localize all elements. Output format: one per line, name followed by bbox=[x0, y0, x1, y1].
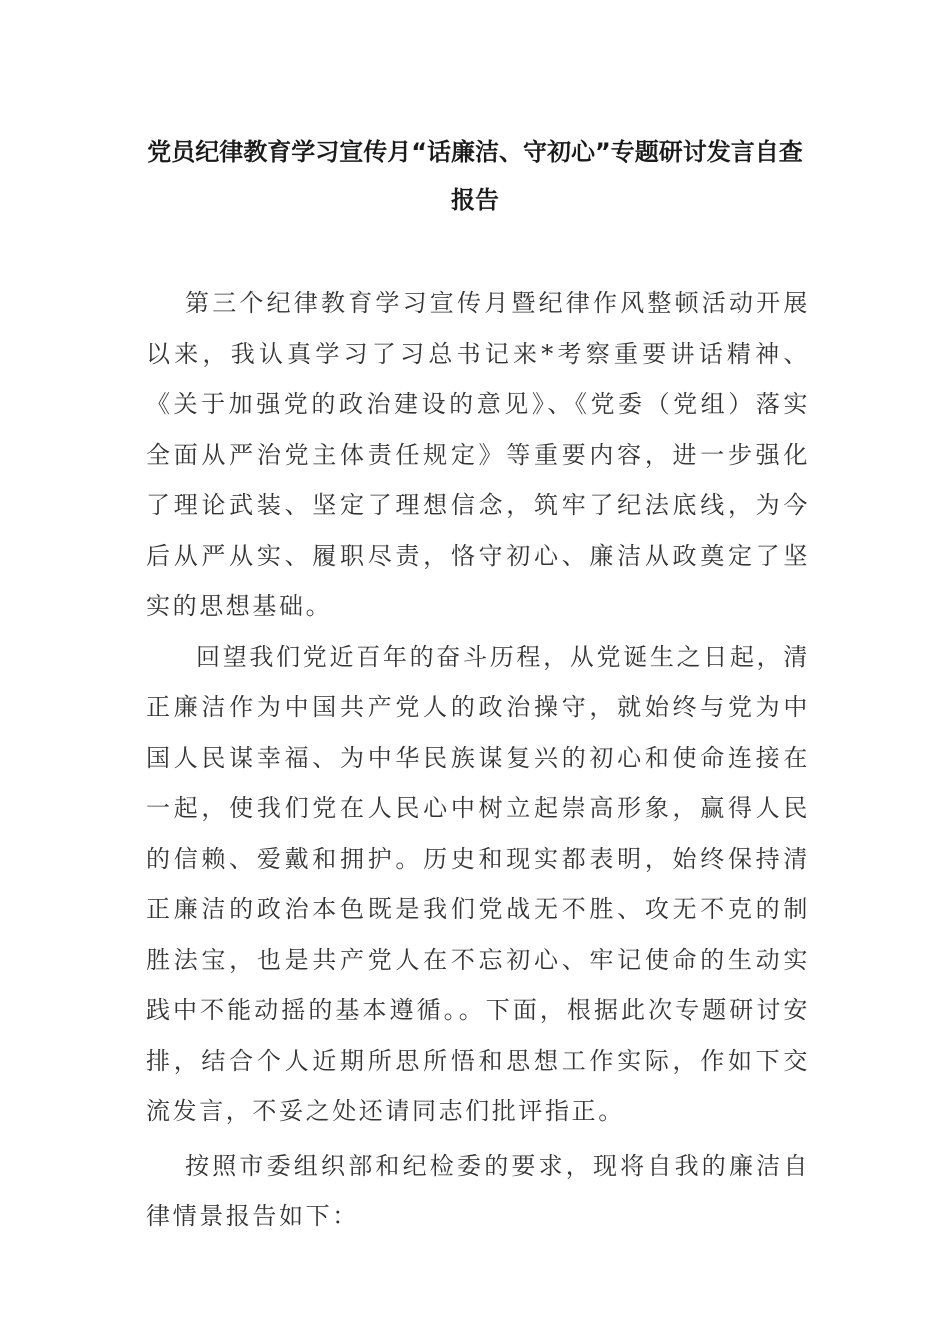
paragraph-report-lead: 按照市委组织部和纪检委的要求，现将自我的廉洁自律情景报告如下： bbox=[146, 1151, 810, 1230]
paragraph-intro: 第三个纪律教育学习宣传月暨纪律作风整顿活动开展以来，我认真学习了习总书记来*考察重要讲话精神、《关于加强党的政治建设的意见》、《党委（党组）落实全面从严治党主体责任规定》等重要内容，进一步强化了理论武装、坚定了理想信念，筑牢了纪法底线，为今后从严从实、履职尽责，恪守初心、廉洁从政奠定了坚实的思想基础。 bbox=[146, 289, 810, 620]
document-title: 党员纪律教育学习宣传月“话廉洁、守初心”专题研讨发言自查报告 bbox=[147, 138, 803, 214]
document-body bbox=[146, 278, 810, 1242]
paragraph-history: 回望我们党近百年的奋斗历程，从党诞生之日起，清正廉洁作为中国共产党人的政治操守，就始终与党为中国人民谋幸福、为中华民族谋复兴的初心和使命连接在一起，使我们党在人民心中树立起崇高形象，赢得人民的信赖、爱戴和拥护。历史和现实都表明，始终保持清正廉洁的政治本色既是我们党战无不胜、攻无不克的制胜法宝，也是共产党人在不忘初心、牢记使命的生动实践中不能动摇的基本遵循。。下面，根据此次专题研讨安排，结合个人近期所思所悟和思想工作实际，作如下交流发言，不妥之处还请同志们批评指正。 bbox=[146, 642, 810, 1125]
